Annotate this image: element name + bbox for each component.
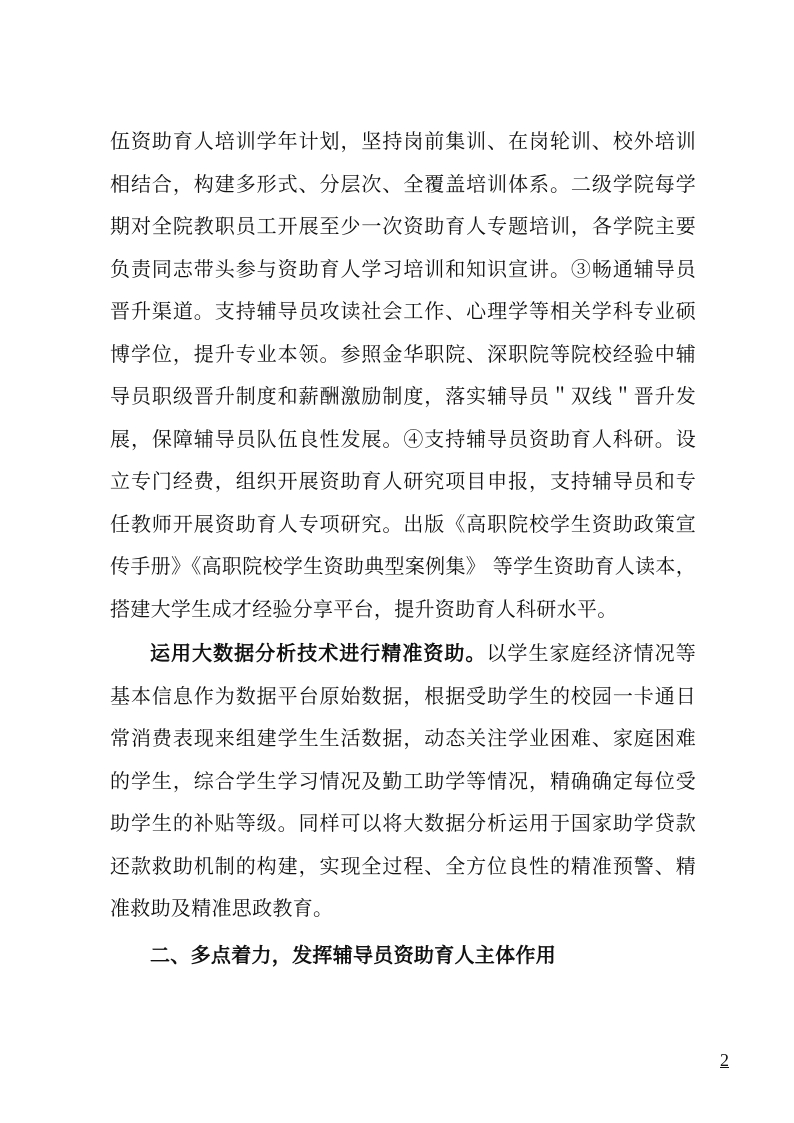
section-heading: 二、多点着力，发挥辅导员资助育人主体作用 xyxy=(150,942,556,967)
page-number: 2 xyxy=(720,1050,729,1070)
body-text xyxy=(110,120,696,976)
paragraph-continuation xyxy=(110,120,696,630)
paragraph-big-data xyxy=(110,632,696,930)
paragraph-lead: 运用大数据分析技术进行精准资助。 xyxy=(150,641,487,665)
paragraph-text: 伍资助育人培训学年计划，坚持岗前集训、在岗轮训、校外培训相结合，构建多形式、分层次、全覆盖培训体系。二级学院每学期对全院教职员工开展至少一次资助育人专题培训，各学院主要负责同志带头参与资助育人学习培训和知识宣讲。③畅通辅导员晋升渠道。支持辅导员攻读社会工作、心理学等相关学科专业硕博学位，提升专业本领。参照金华职院、深职院等院校经验中辅导员职级晋升制度和薪酬激励制度，落实辅导员＂双线＂晋升发展，保障辅导员队伍良性发展。④支持辅导员资助育人科研。设立专门经费，组织开展资助育人研究项目申报，支持辅导员和专任教师开展资助育人专项研究。出版《高职院校学生资助政策宣传手册》《高职院校学生资助典型案例集》 等学生资助育人读本，搭建大学生成才经验分享平台，提升资助育人科研水平。 xyxy=(110,129,696,621)
paragraph-text: 以学生家庭经济情况等基本信息作为数据平台原始数据，根据受助学生的校园一卡通日常消费表现来组建学生生活数据，动态关注学业困难、家庭困难的学生，综合学生学习情况及勤工助学等情况，精确确定每位受助学生的补贴等级。同样可以将大数据分析运用于国家助学贷款还款救助机制的构建，实现全过程、全方位良性的精准预警、精准救助及精准思政教育。 xyxy=(110,641,697,920)
